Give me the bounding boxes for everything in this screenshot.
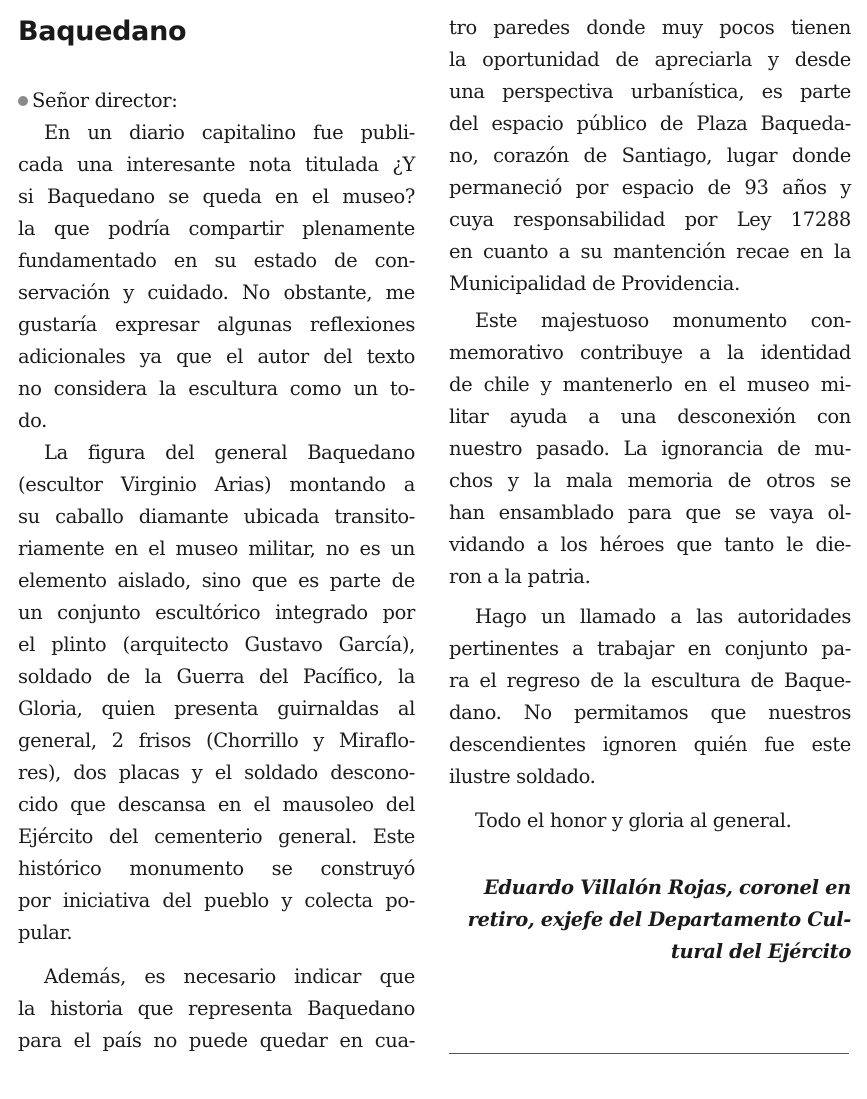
paragraph-line: cada una interesante nota titulada ¿Y [18, 153, 415, 176]
paragraph-line: la oportunidad de apreciarla y desde [449, 48, 851, 71]
paragraph-line: Hago un llamado a las autoridades [475, 605, 851, 628]
paragraph-line: fundamentado en su estado de con- [18, 249, 415, 272]
paragraph-line: del espacio público de Plaza Baqueda- [449, 112, 851, 135]
paragraph-line: para el país no puede quedar en cua- [18, 1029, 415, 1052]
paragraph-line: general, 2 frisos (Chorrillo y Miraflo- [18, 729, 415, 752]
paragraph-line: permaneció por espacio de 93 años y [449, 176, 851, 199]
salutation: Señor director: [32, 89, 178, 112]
paragraph-line: soldado de la Guerra del Pacífico, la [18, 665, 415, 688]
paragraph-line: cuya responsabilidad por Ley 17288 [449, 208, 851, 231]
paragraph-line: vidando a los héroes que tanto le die- [449, 533, 851, 556]
paragraph-line: pular. [18, 921, 73, 944]
paragraph-line: Todo el honor y gloria al general. [475, 809, 792, 832]
paragraph-line: histórico monumento se construyó [18, 857, 415, 880]
paragraph-line: Ejército del cementerio general. Este [18, 825, 415, 848]
paragraph-line: nuestro pasado. La ignorancia de mu- [449, 437, 851, 460]
paragraph-line: En un diario capitalino fue publi- [44, 121, 415, 144]
signature-line: tural del Ejército [670, 940, 851, 963]
paragraph-line: Municipalidad de Providencia. [449, 272, 740, 295]
paragraph-line: la que podría compartir plenamente [18, 217, 415, 240]
paragraph-line: cido que descansa en el mausoleo del [18, 793, 415, 816]
paragraph-line: ilustre soldado. [449, 765, 596, 788]
paragraph-line: (escultor Virginio Arias) montando a [18, 473, 415, 496]
salutation-line [18, 85, 415, 116]
paragraph-line: el plinto (arquitecto Gustavo García), [18, 633, 415, 656]
paragraph-line: en cuanto a su mantención recae en la [449, 240, 851, 263]
paragraph-line: riamente en el museo militar, no es un [18, 537, 415, 560]
paragraph-line: un conjunto escultórico integrado por [18, 601, 415, 624]
paragraph-line: no, corazón de Santiago, lugar donde [449, 144, 851, 167]
paragraph-line: res), dos placas y el soldado descono- [18, 761, 415, 784]
paragraph-line: Gloria, quien presenta guirnaldas al [18, 697, 415, 720]
paragraph-line: chos y la mala memoria de otros se [449, 469, 851, 492]
divider-rule [449, 1053, 849, 1054]
paragraph-line: de chile y mantenerlo en el museo mi- [449, 373, 851, 396]
paragraph-line: tro paredes donde muy pocos tienen [449, 16, 851, 39]
paragraph-line: do. [18, 409, 48, 432]
signature-line: Eduardo Villalón Rojas, coronel en [483, 876, 851, 899]
paragraph-line: ron a la patria. [449, 565, 591, 588]
paragraph-line: pertinentes a trabajar en conjunto pa- [449, 637, 851, 660]
paragraph-line: si Baquedano se queda en el museo? [18, 185, 415, 208]
paragraph-line: por iniciativa del pueblo y colecta po- [18, 889, 415, 912]
paragraph-line: memorativo contribuye a la identidad [449, 341, 851, 364]
headline: Baquedano [18, 16, 187, 47]
paragraph-line: la historia que representa Baquedano [18, 997, 415, 1020]
paragraph-line: descendientes ignoren quién fue este [449, 733, 851, 756]
paragraph-line: servación y cuidado. No obstante, me [18, 281, 415, 304]
paragraph-line: elemento aislado, sino que es parte de [18, 569, 415, 592]
paragraph-line: una perspectiva urbanística, es parte [449, 80, 851, 103]
paragraph-line: litar ayuda a una desconexión con [449, 405, 851, 428]
paragraph-line: Este majestuoso monumento con- [475, 309, 851, 332]
paragraph-line: su caballo diamante ubicada transito- [18, 505, 415, 528]
signature-line: retiro, exjefe del Departamento Cul- [467, 908, 851, 931]
paragraph-line: dano. No permitamos que nuestros [449, 701, 851, 724]
paragraph-line: Además, es necesario indicar que [44, 965, 415, 988]
paragraph-line: La figura del general Baquedano [44, 441, 415, 464]
paragraph-line: gustaría expresar algunas reflexiones [18, 313, 415, 336]
paragraph-line: no considera la escultura como un to- [18, 377, 415, 400]
paragraph-line: ra el regreso de la escultura de Baque- [449, 669, 851, 692]
paragraph-line: adicionales ya que el autor del texto [18, 345, 415, 368]
paragraph-line: han ensamblado para que se vaya ol- [449, 501, 851, 524]
bullet-icon [18, 96, 28, 106]
